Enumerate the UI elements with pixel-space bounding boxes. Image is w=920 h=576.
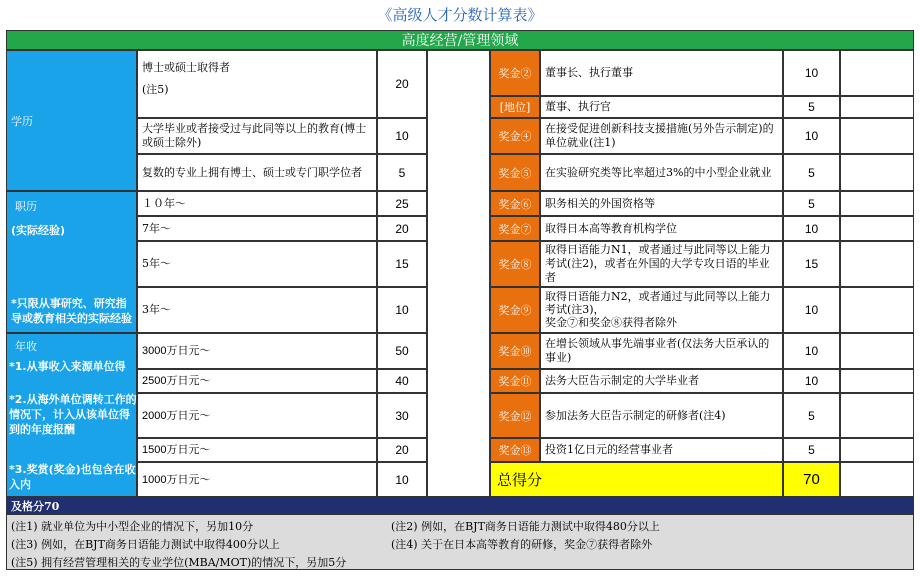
bonus-label-6 — [490, 191, 540, 216]
edu-score-2-value: 10 — [395, 129, 409, 143]
bonus-score-4-value: 10 — [804, 129, 819, 143]
bonus-score-7 — [783, 216, 840, 241]
bonus-score-12 — [783, 393, 840, 438]
income-label-3: *2.从海外单位调转工作的情况下，计入从该单位得到的年度报酬 — [9, 393, 137, 436]
bonus-label-4-text: 奖金④ — [498, 130, 532, 143]
bonus-extra-11 — [840, 369, 914, 393]
bonus-text-4 — [540, 118, 783, 154]
bonus-score-6 — [783, 191, 840, 216]
bonus-label-2-text: 奖金② — [498, 67, 532, 80]
income-score-5 — [377, 462, 427, 497]
bonus-label-8 — [490, 241, 540, 287]
bonus-text-6-value: 职务相关的外国资格等 — [545, 196, 655, 210]
bonus-label-4 — [490, 118, 540, 154]
income-score-5-value: 10 — [395, 472, 409, 487]
income-row-1-text: 3000万日元～ — [142, 345, 211, 357]
career-score-3-value: 15 — [395, 257, 409, 271]
edu-score-1 — [377, 50, 427, 118]
bonus-label-10 — [490, 333, 540, 369]
bonus-extra-6 — [840, 191, 914, 216]
bonus-score-11 — [783, 369, 840, 393]
bonus-text-10 — [540, 333, 783, 369]
bonus-text-10-value: 在增长领域从事先端事业者(仅法务大臣承认的事业) — [545, 337, 770, 364]
income-label — [6, 333, 137, 497]
income-row-3 — [137, 393, 377, 438]
edu-score-3-value: 5 — [398, 165, 406, 180]
career-score-2 — [377, 216, 427, 241]
income-label-4: *3.奖赏(奖金)也包含在收入内 — [9, 463, 136, 491]
edu-score-1-value: 20 — [395, 77, 409, 91]
bonus-text-7 — [540, 216, 783, 241]
bonus-label-10-text: 奖金⑩ — [498, 345, 532, 358]
career-score-4 — [377, 287, 427, 333]
position-text — [540, 96, 783, 118]
bonus-text-5-value: 在实验研究类等比率超过3%的中小型企业就业 — [545, 165, 772, 179]
bonus-score-5-value: 5 — [808, 165, 815, 180]
position-label-text: [地位] — [499, 101, 531, 114]
spacer-column — [427, 50, 490, 497]
career-row-4 — [137, 287, 377, 333]
bonus-score-9 — [783, 287, 840, 333]
bonus-text-9-value: 取得日语能力N2，或者通过与此同等以上能力考试(注3)， — [545, 290, 771, 316]
position-score-value: 5 — [808, 100, 815, 114]
career-score-3 — [377, 241, 427, 287]
career-row-3 — [137, 241, 377, 287]
income-score-4 — [377, 438, 427, 462]
total-extra — [840, 462, 914, 497]
bonus-score-9-value: 10 — [804, 303, 819, 317]
income-score-3 — [377, 393, 427, 438]
bonus-text-2-value: 董事长、执行董事 — [545, 66, 633, 79]
bonus-label-5-text: 奖金⑤ — [498, 166, 532, 180]
career-row-3-text: 5年～ — [142, 257, 171, 270]
income-score-1 — [377, 333, 427, 369]
position-text-value: 董事、执行官 — [545, 100, 611, 113]
career-label-1: 职历 — [15, 200, 37, 213]
bonus-text-9 — [540, 287, 783, 333]
bonus-text-2 — [540, 50, 783, 96]
bonus-score-13 — [783, 438, 840, 462]
bonus-score-2 — [783, 50, 840, 96]
career-label — [6, 191, 137, 333]
bonus-label-2 — [490, 50, 540, 96]
total-score-value: 70 — [803, 471, 820, 488]
career-row-2-text: 7年～ — [142, 221, 171, 235]
income-row-3-text: 2000万日元～ — [142, 409, 211, 422]
bonus-extra-2 — [840, 50, 914, 96]
total-label-text: 总得分 — [497, 471, 543, 489]
bonus-label-11 — [490, 369, 540, 393]
bonus-score-6-value: 5 — [808, 196, 815, 211]
career-row-2 — [137, 216, 377, 241]
edu-row-2-text: 大学毕业或者接受过与此同等以上的教育(博士或硕士除外) — [142, 122, 367, 149]
career-label-2: (实际经验) — [11, 224, 66, 237]
bonus-extra-5 — [840, 154, 914, 191]
bonus-text-8 — [540, 241, 783, 287]
income-row-1 — [137, 333, 377, 369]
career-score-1 — [377, 191, 427, 216]
bonus-text-7-value: 取得日本高等教育机构学位 — [545, 221, 677, 235]
career-row-1 — [137, 191, 377, 216]
income-row-2 — [137, 369, 377, 393]
pass-line — [6, 497, 914, 514]
bonus-score-11-value: 10 — [804, 374, 819, 388]
income-score-2-value: 40 — [395, 374, 409, 388]
income-row-5 — [137, 462, 377, 497]
page-title: 《高级人才分数计算表》 — [377, 6, 543, 24]
income-score-3-value: 30 — [395, 408, 409, 423]
bonus-extra-13 — [840, 438, 914, 462]
career-row-4-text: 3年～ — [142, 303, 171, 316]
bonus-text-5 — [540, 154, 783, 191]
position-extra — [840, 96, 914, 118]
income-label-2: *1.从事收入来源单位得 — [9, 360, 126, 373]
note-3: (注3) 例如，在BJT商务日语能力测试中取得400分以上 — [11, 538, 280, 551]
position-score — [783, 96, 840, 118]
edu-label — [6, 50, 137, 191]
edu-row-1-text: 博士或硕士取得者 — [142, 61, 230, 74]
bonus-label-5 — [490, 154, 540, 191]
bonus-text-9-extra: 奖金⑦和奖金⑧获得者除外 — [545, 316, 677, 329]
bonus-score-7-value: 10 — [804, 221, 819, 236]
edu-row-1-note: (注5) — [142, 83, 169, 96]
bonus-score-8-value: 15 — [804, 257, 819, 271]
bonus-label-12 — [490, 393, 540, 438]
bonus-extra-12 — [840, 393, 914, 438]
section-header: 高度经营/管理领域 — [6, 30, 914, 50]
bonus-text-12 — [540, 393, 783, 438]
career-score-1-value: 25 — [395, 196, 409, 211]
edu-score-2 — [377, 118, 427, 154]
edu-row-3-text: 复数的专业上拥有博士、硕士或专门职学位者 — [142, 165, 362, 179]
notes-area — [6, 514, 914, 570]
bonus-text-8-value: 取得日语能力N1，或者通过与此同等以上能力考试(注2)，或者在外国的大学专攻日语的毕业者 — [545, 243, 771, 284]
bonus-score-13-value: 5 — [808, 443, 815, 457]
edu-score-3 — [377, 154, 427, 191]
edu-row-2 — [137, 118, 377, 154]
bonus-label-13 — [490, 438, 540, 462]
income-row-5-text: 1000万日元～ — [142, 473, 211, 486]
career-score-4-value: 10 — [395, 303, 409, 317]
note-2: (注2) 例如，在BJT商务日语能力测试中取得480分以上 — [391, 520, 660, 533]
bonus-text-13-value: 投资1亿日元的经营事业者 — [545, 443, 673, 456]
pass-line-text: 及格分70 — [11, 499, 60, 513]
bonus-label-8-text: 奖金⑧ — [498, 258, 532, 271]
bonus-score-2-value: 10 — [804, 66, 819, 80]
career-row-1-text: １０年～ — [142, 196, 186, 210]
bonus-label-12-text: 奖金⑫ — [498, 409, 532, 423]
income-score-1-value: 50 — [395, 344, 409, 358]
bonus-score-12-value: 5 — [808, 408, 815, 423]
edu-row-3 — [137, 154, 377, 191]
total-score — [783, 462, 840, 497]
bonus-score-8 — [783, 241, 840, 287]
bonus-label-11-text: 奖金⑪ — [498, 375, 532, 388]
income-row-4-text: 1500万日元～ — [142, 444, 211, 456]
income-row-4 — [137, 438, 377, 462]
income-score-2 — [377, 369, 427, 393]
edu-label-text: 学历 — [11, 114, 33, 128]
total-label — [490, 462, 783, 497]
bonus-score-4 — [783, 118, 840, 154]
note-1: (注1) 就业单位为中小型企业的情况下，另加10分 — [11, 520, 254, 533]
income-label-1: 年收 — [15, 340, 37, 353]
bonus-label-13-text: 奖金⑬ — [498, 444, 532, 457]
bonus-label-7 — [490, 216, 540, 241]
note-4: (注4) 关于在日本高等教育的研修，奖金⑦获得者除外 — [391, 538, 653, 551]
bonus-label-7-text: 奖金⑦ — [498, 222, 532, 236]
bonus-text-11-value: 法务大臣告示制定的大学毕业者 — [545, 374, 699, 387]
note-5: (注5) 拥有经营管理相关的专业学位(MBA/MOT)的情况下，另加5分 — [11, 556, 347, 569]
income-score-4-value: 20 — [395, 443, 409, 457]
bonus-extra-8 — [840, 241, 914, 287]
bonus-text-13 — [540, 438, 783, 462]
bonus-extra-10 — [840, 333, 914, 369]
position-label — [490, 96, 540, 118]
career-score-2-value: 20 — [395, 221, 409, 236]
edu-row-1 — [137, 50, 377, 118]
bonus-text-11 — [540, 369, 783, 393]
career-label-3: *只限从事研究、研究指导或教育相关的实际经验 — [11, 297, 132, 325]
bonus-text-4-value: 在接受促进创新科技支援措施(另外告示制定)的单位就业(注1) — [545, 122, 774, 149]
bonus-score-10-value: 10 — [804, 344, 819, 358]
bonus-label-9-text: 奖金⑨ — [498, 304, 532, 317]
bonus-text-6 — [540, 191, 783, 216]
bonus-extra-4 — [840, 118, 914, 154]
bonus-text-12-value: 参加法务大臣告示制定的研修者(注4) — [545, 408, 726, 422]
bonus-score-5 — [783, 154, 840, 191]
income-row-2-text: 2500万日元～ — [142, 375, 211, 387]
bonus-label-9 — [490, 287, 540, 333]
bonus-label-6-text: 奖金⑥ — [498, 197, 532, 211]
bonus-extra-9 — [840, 287, 914, 333]
bonus-extra-7 — [840, 216, 914, 241]
bonus-score-10 — [783, 333, 840, 369]
